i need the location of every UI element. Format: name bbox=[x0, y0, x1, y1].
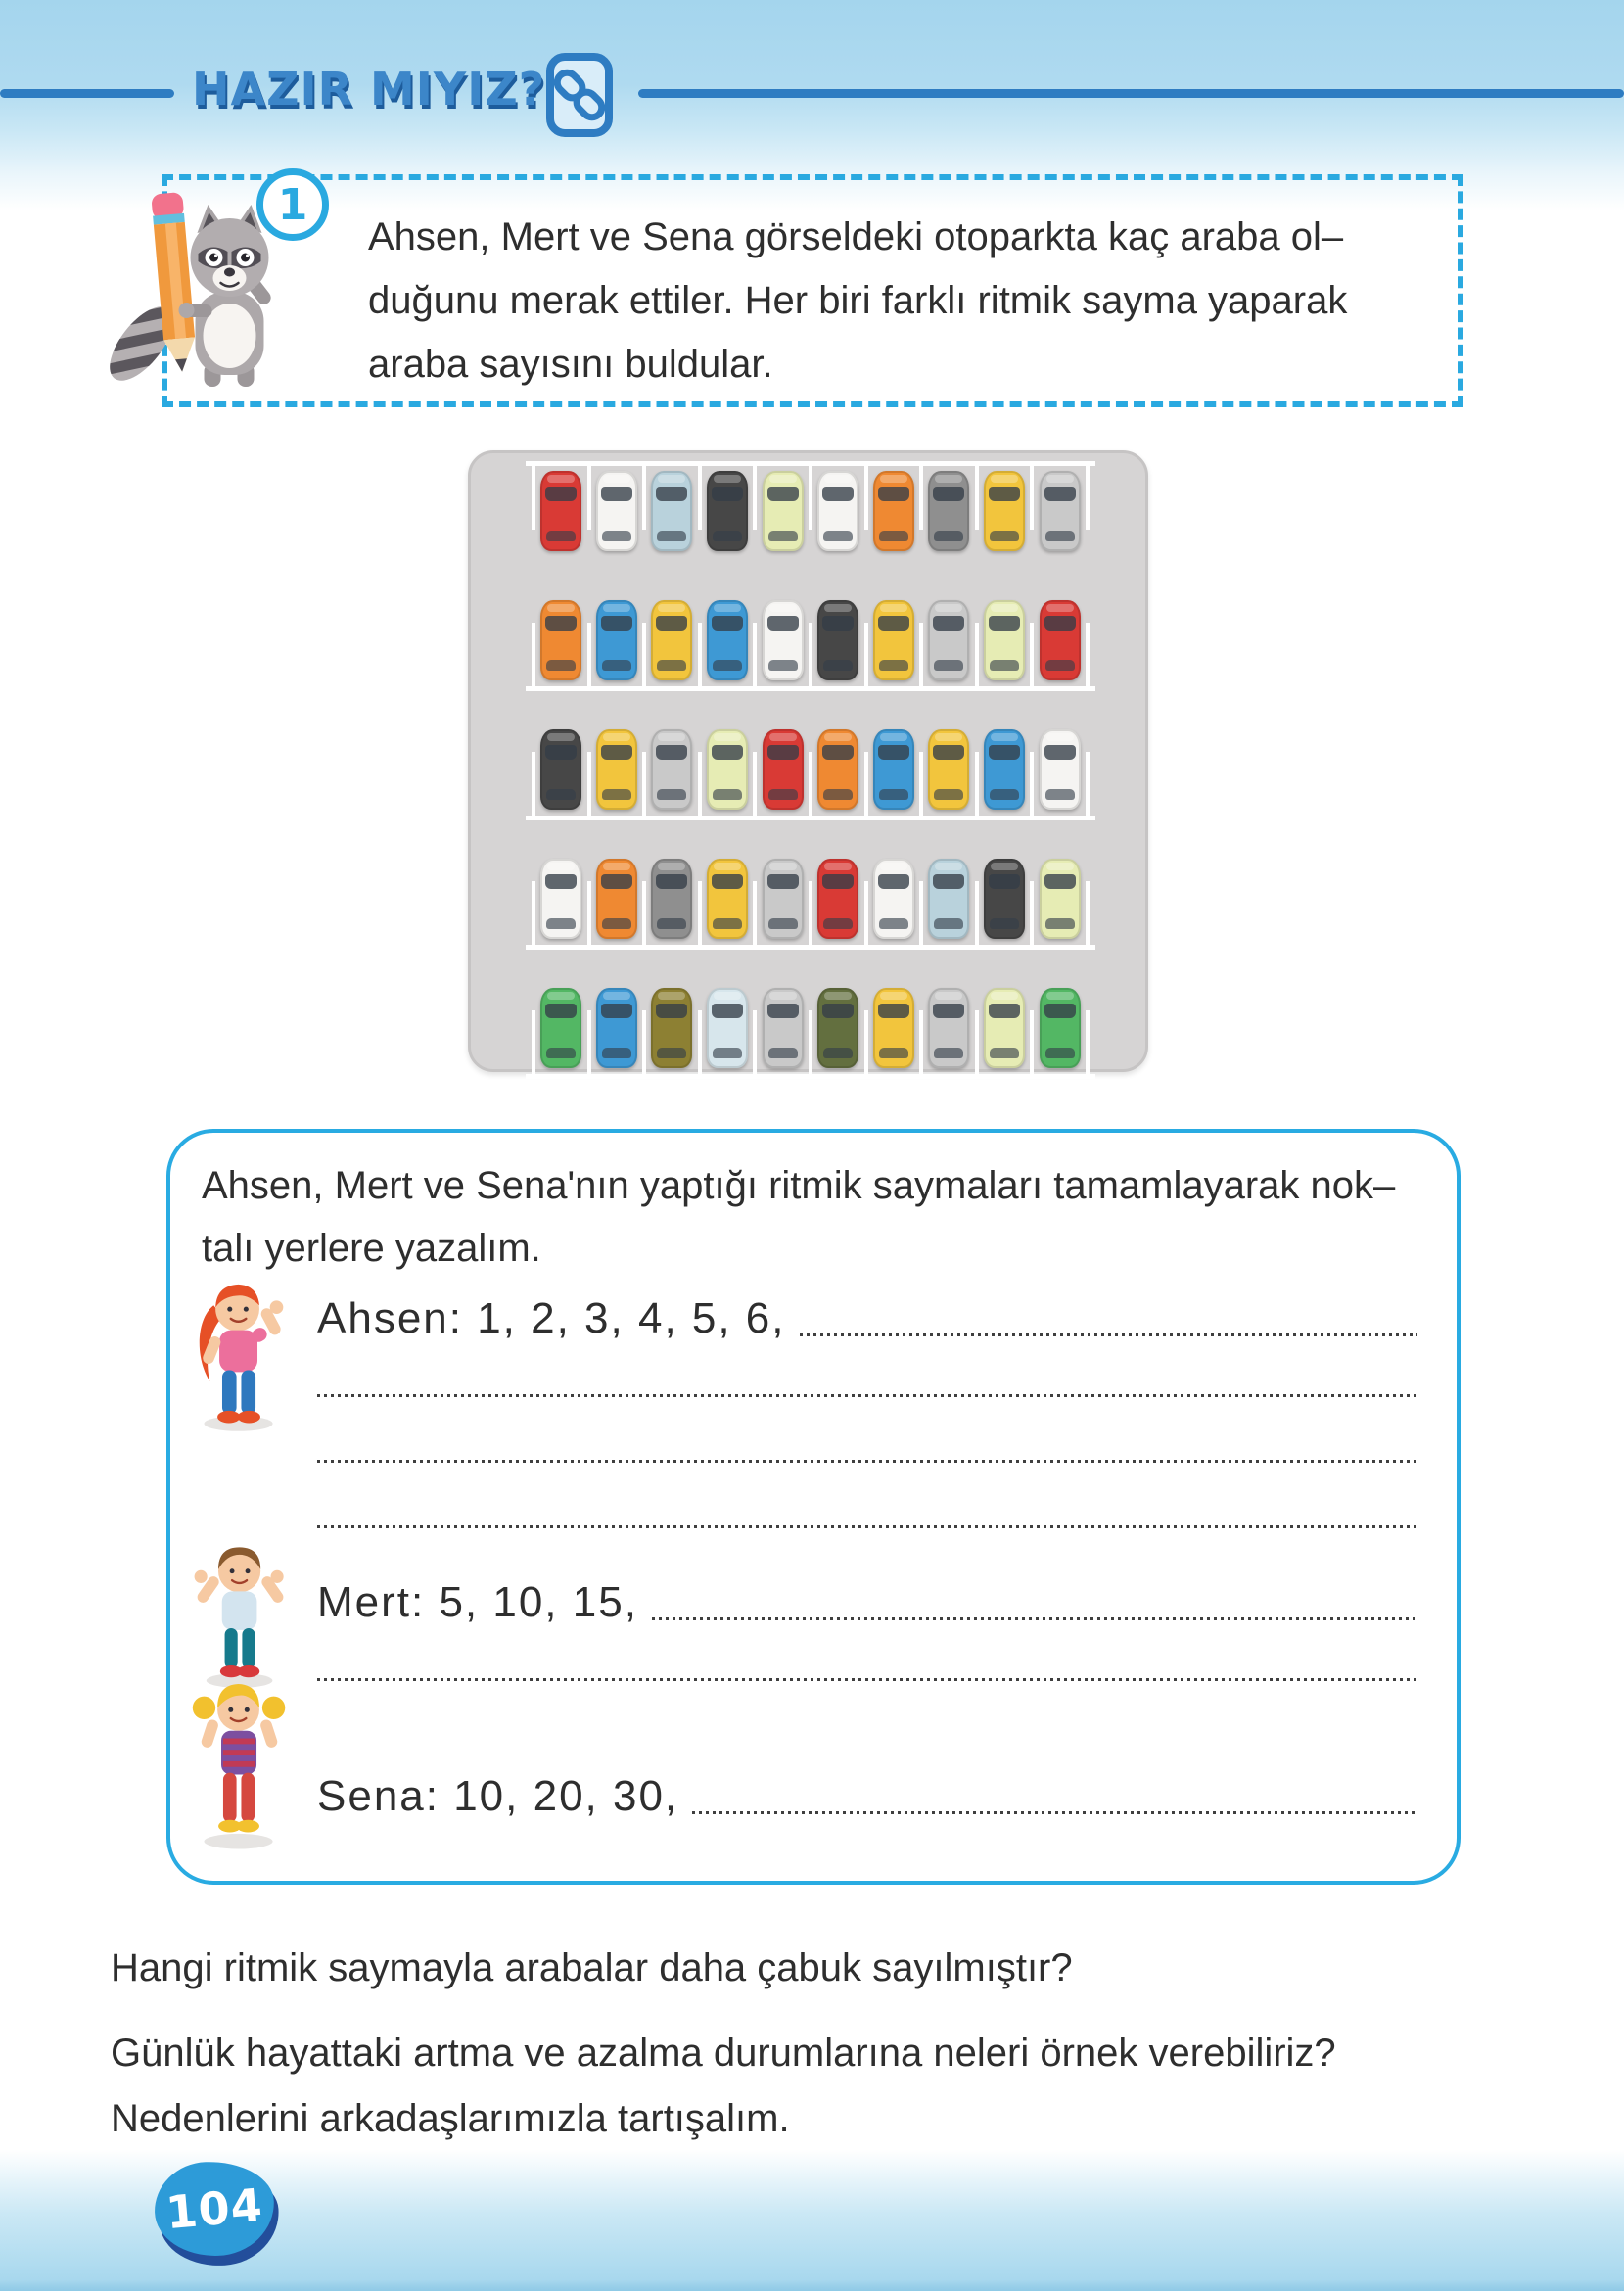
parking-stall bbox=[700, 856, 756, 942]
parking-stall bbox=[644, 726, 700, 813]
car-white bbox=[763, 600, 804, 680]
car-black bbox=[817, 600, 858, 680]
car-lime bbox=[984, 600, 1025, 680]
car-red bbox=[817, 859, 858, 939]
parking-stall bbox=[755, 856, 811, 942]
header-rule-right bbox=[638, 89, 1624, 98]
question-line: Ahsen, Mert ve Sena görseldeki otoparkta kaç araba ol– bbox=[368, 215, 1344, 258]
parking-stall bbox=[534, 597, 589, 683]
parking-stall bbox=[534, 726, 589, 813]
parking-stall bbox=[921, 726, 977, 813]
sena-character-image bbox=[185, 1663, 295, 1851]
section-title: HAZIR MIYIZ? bbox=[192, 63, 546, 116]
parking-stall bbox=[811, 468, 866, 554]
parking-row bbox=[534, 597, 1088, 683]
answer-entry-sena bbox=[317, 1772, 1419, 1823]
answer-dotted-line[interactable] bbox=[317, 1460, 1419, 1463]
parking-row bbox=[534, 985, 1088, 1071]
parking-stall bbox=[534, 468, 589, 554]
answer-dotted-line[interactable] bbox=[317, 1525, 1419, 1528]
header-rule-left bbox=[0, 89, 174, 98]
answer-box bbox=[166, 1129, 1461, 1885]
car-red bbox=[540, 471, 581, 551]
raccoon-mascot-image bbox=[102, 179, 283, 390]
parking-stall bbox=[977, 468, 1033, 554]
answer-dotted-line[interactable] bbox=[800, 1333, 1417, 1336]
car-white bbox=[817, 471, 858, 551]
car-green bbox=[1040, 988, 1081, 1068]
parking-stall bbox=[589, 985, 645, 1071]
car-yellow bbox=[928, 729, 969, 810]
answer-intro-line: talı yerlere yazalım. bbox=[202, 1227, 541, 1270]
parking-stall bbox=[811, 726, 866, 813]
car-blue bbox=[707, 600, 748, 680]
car-orange bbox=[873, 471, 914, 551]
parking-stall bbox=[589, 856, 645, 942]
parking-stall bbox=[589, 726, 645, 813]
question-number: 1 bbox=[256, 168, 329, 241]
parking-stall bbox=[921, 985, 977, 1071]
discussion-question-2: Günlük hayattaki artma ve azalma durumlarına neleri örnek verebiliriz? bbox=[111, 2032, 1336, 2075]
car-blue bbox=[873, 729, 914, 810]
parking-stall bbox=[811, 597, 866, 683]
car-orange bbox=[540, 600, 581, 680]
car-silver bbox=[1040, 471, 1081, 551]
car-yellow bbox=[651, 600, 692, 680]
car-gray bbox=[651, 859, 692, 939]
parking-stall bbox=[534, 985, 589, 1071]
answer-intro bbox=[202, 1154, 1435, 1280]
parking-stall bbox=[1032, 985, 1088, 1071]
parking-lot-image bbox=[468, 450, 1148, 1072]
car-lime bbox=[763, 471, 804, 551]
parking-stall bbox=[811, 985, 866, 1071]
parking-stall bbox=[1032, 597, 1088, 683]
car-yellow bbox=[707, 859, 748, 939]
car-yellow bbox=[873, 988, 914, 1068]
car-red bbox=[763, 729, 804, 810]
answer-label: Mert: 5, 10, 15, bbox=[317, 1578, 638, 1626]
question-line: duğunu merak ettiler. Her biri farklı ritmik sayma yaparak bbox=[368, 279, 1348, 322]
parking-stall bbox=[755, 468, 811, 554]
parking-stall bbox=[700, 726, 756, 813]
car-olive bbox=[651, 988, 692, 1068]
discussion-question-2-cont: Nedenlerini arkadaşlarımızla tartışalım. bbox=[111, 2097, 790, 2140]
parking-stall bbox=[866, 726, 922, 813]
parking-stall bbox=[644, 985, 700, 1071]
parking-stall bbox=[977, 856, 1033, 942]
parking-row bbox=[534, 468, 1088, 554]
car-white bbox=[1040, 729, 1081, 810]
answer-entry-ahsen bbox=[317, 1294, 1419, 1345]
parking-stall bbox=[1032, 468, 1088, 554]
car-green bbox=[540, 988, 581, 1068]
parking-stall bbox=[866, 597, 922, 683]
car-blue bbox=[596, 600, 637, 680]
question-text bbox=[368, 206, 1445, 397]
parking-stall bbox=[700, 597, 756, 683]
parking-stall bbox=[700, 468, 756, 554]
discussion-question-1: Hangi ritmik saymayla arabalar daha çabuk sayılmıştır? bbox=[111, 1946, 1073, 1989]
parking-stall bbox=[921, 597, 977, 683]
parking-stall bbox=[811, 856, 866, 942]
car-yellow bbox=[984, 471, 1025, 551]
car-silver bbox=[763, 859, 804, 939]
parking-stall bbox=[755, 985, 811, 1071]
parking-stall bbox=[977, 726, 1033, 813]
car-blue bbox=[596, 988, 637, 1068]
page-number-badge bbox=[155, 2162, 274, 2256]
answer-dotted-line[interactable] bbox=[652, 1617, 1417, 1620]
answer-label: Ahsen: 1, 2, 3, 4, 5, 6, bbox=[317, 1294, 786, 1342]
car-silver bbox=[928, 988, 969, 1068]
page-number: 104 bbox=[163, 2177, 265, 2240]
car-black bbox=[540, 729, 581, 810]
car-lightblue bbox=[651, 471, 692, 551]
parking-stall bbox=[589, 597, 645, 683]
car-silver bbox=[651, 729, 692, 810]
car-yellow bbox=[596, 729, 637, 810]
parking-stall bbox=[977, 597, 1033, 683]
parking-stall bbox=[977, 985, 1033, 1071]
car-blue bbox=[984, 729, 1025, 810]
car-darkolive bbox=[817, 988, 858, 1068]
parking-stall bbox=[755, 597, 811, 683]
car-orange bbox=[817, 729, 858, 810]
parking-stall bbox=[1032, 726, 1088, 813]
car-lightblue bbox=[928, 859, 969, 939]
answer-intro-line: Ahsen, Mert ve Sena'nın yaptığı ritmik saymaları tamamlayarak nok– bbox=[202, 1164, 1396, 1207]
car-orange bbox=[596, 859, 637, 939]
parking-stall bbox=[589, 468, 645, 554]
parking-row bbox=[534, 856, 1088, 942]
car-white bbox=[873, 859, 914, 939]
ahsen-character-image bbox=[185, 1269, 295, 1433]
parking-row bbox=[534, 726, 1088, 813]
car-paleblue bbox=[707, 988, 748, 1068]
car-lime bbox=[1040, 859, 1081, 939]
car-yellow bbox=[873, 600, 914, 680]
car-white bbox=[540, 859, 581, 939]
parking-stall bbox=[921, 856, 977, 942]
page-footer bbox=[0, 2150, 1624, 2291]
parking-stall bbox=[866, 468, 922, 554]
answer-label: Sena: 10, 20, 30, bbox=[317, 1772, 679, 1820]
parking-stall bbox=[644, 856, 700, 942]
answer-dotted-line[interactable] bbox=[692, 1811, 1417, 1814]
car-lime bbox=[707, 729, 748, 810]
parking-stall bbox=[644, 597, 700, 683]
answer-dotted-line[interactable] bbox=[317, 1394, 1419, 1397]
parking-stall bbox=[644, 468, 700, 554]
parking-stall bbox=[755, 726, 811, 813]
parking-stall bbox=[534, 856, 589, 942]
parking-stall bbox=[866, 856, 922, 942]
question-line: araba sayısını buldular. bbox=[368, 343, 773, 386]
question-box bbox=[162, 174, 1463, 407]
answer-dotted-line[interactable] bbox=[317, 1678, 1419, 1681]
parking-stall bbox=[700, 985, 756, 1071]
car-silver bbox=[763, 988, 804, 1068]
car-lime bbox=[984, 988, 1025, 1068]
parking-stall bbox=[1032, 856, 1088, 942]
parking-stall bbox=[921, 468, 977, 554]
car-gray bbox=[928, 471, 969, 551]
answer-entry-mert bbox=[317, 1578, 1419, 1629]
parking-stall bbox=[866, 985, 922, 1071]
link-icon bbox=[544, 51, 615, 144]
car-white bbox=[596, 471, 637, 551]
car-black bbox=[707, 471, 748, 551]
car-red bbox=[1040, 600, 1081, 680]
car-silver bbox=[928, 600, 969, 680]
car-black bbox=[984, 859, 1025, 939]
